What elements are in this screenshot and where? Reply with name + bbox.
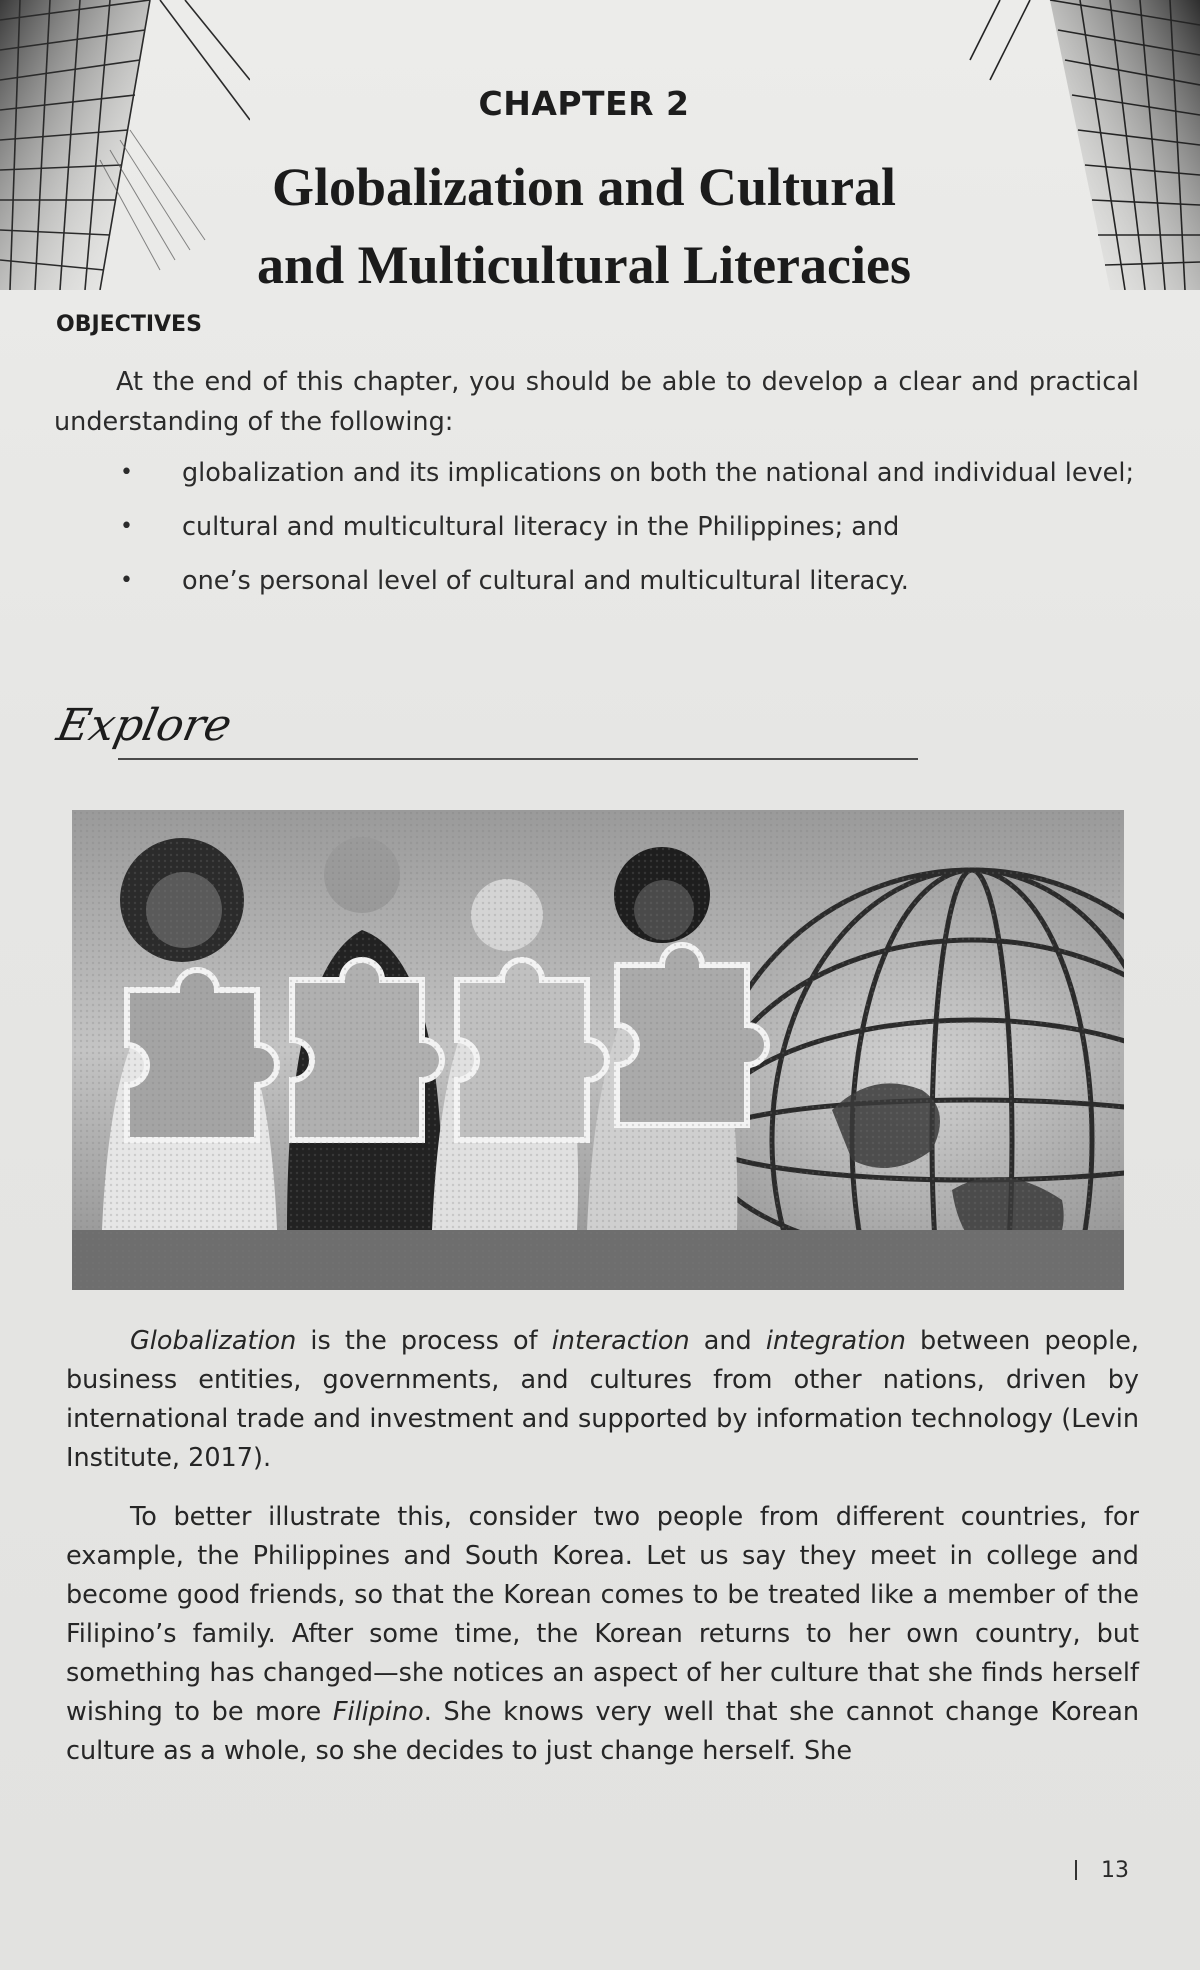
people-puzzle-globe-image bbox=[72, 810, 1124, 1290]
explore-section-header bbox=[52, 700, 878, 770]
objective-item: • globalization and its implications on both the national and individual level; bbox=[120, 458, 1135, 488]
objectives-heading: OBJECTIVES bbox=[56, 312, 202, 337]
chapter-title-line-2: and Multicultural Literacies bbox=[257, 235, 911, 295]
chapter-title bbox=[0, 148, 1168, 304]
objectives-list bbox=[120, 456, 1140, 618]
explore-rule bbox=[118, 758, 918, 760]
chapter-label: CHAPTER 2 bbox=[478, 84, 690, 123]
paragraph-globalization-definition: Globalization is the process of interaction and integration between people, business entities, governments, and cultures from other nations, driven by international trade and investment and supported by information technology (Levin Institute, 2017). bbox=[66, 1326, 1139, 1473]
page-number-divider bbox=[1075, 1860, 1077, 1880]
term-filipino: Filipino bbox=[332, 1697, 424, 1727]
term-integration: integration bbox=[765, 1326, 906, 1356]
paragraph-illustration-example: To better illustrate this, consider two people from different countries, for example, the Philippines and South Korea. Let us say they meet in college and become good friends, so that the Korean comes to be treated like a member of the Filipino’s family. After some time, the Korean returns to her own country, but something has changed—she notices an aspect of her culture that she finds herself wishing to be more Filipino. She knows very well that she cannot change Korean culture as a whole, so she decides to just change herself. She bbox=[66, 1502, 1139, 1766]
bullet-icon: • bbox=[120, 568, 133, 593]
term-interaction: interaction bbox=[551, 1326, 690, 1356]
explore-photo bbox=[72, 810, 1124, 1290]
bullet-icon: • bbox=[120, 460, 133, 485]
explore-label: Explore bbox=[52, 700, 237, 751]
chapter-title-line-1: Globalization and Cultural bbox=[271, 157, 897, 217]
objective-item: • one’s personal level of cultural and multicultural literacy. bbox=[120, 566, 909, 596]
bullet-icon: • bbox=[120, 514, 133, 539]
objective-item: • cultural and multicultural literacy in the Philippines; and bbox=[120, 512, 900, 542]
objectives-intro: At the end of this chapter, you should be able to develop a clear and practical understanding of the following: bbox=[54, 367, 1139, 437]
page-number: 13 bbox=[1075, 1858, 1129, 1883]
term-globalization: Globalization bbox=[130, 1326, 297, 1356]
